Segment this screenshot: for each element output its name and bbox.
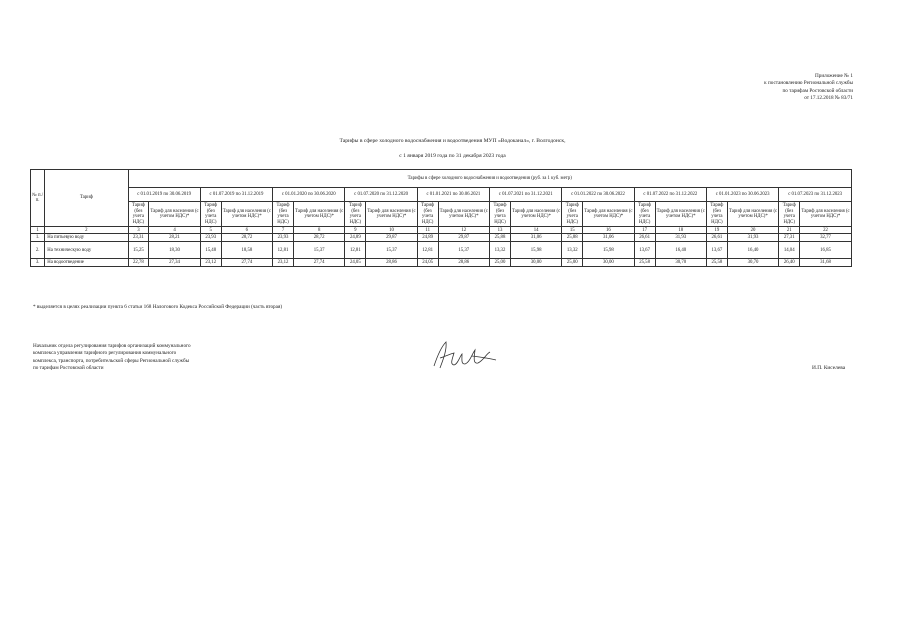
subheader-tariff-population: Тариф для населения (с учетом НДС)*: [293, 202, 345, 227]
tariff-value: 15,25: [128, 242, 149, 259]
period-header: с 01.07.2019 по 31.12.2019: [200, 188, 272, 202]
signer-line: Начальник отдела регулирования тарифов организаций коммунального: [33, 343, 191, 349]
column-number: 2: [45, 227, 128, 234]
subheader-tariff-no-vat: Тариф (без учета НДС): [634, 202, 655, 227]
header-num: № п./п.: [31, 170, 45, 227]
tariff-value: 25,88: [562, 234, 583, 242]
appendix-line: по тарифам Ростовской области: [782, 87, 853, 94]
tariff-value: 15,37: [293, 242, 345, 259]
tariff-value: 24,89: [345, 234, 366, 242]
tariff-value: 14,04: [779, 242, 800, 259]
tariff-value: 12,81: [417, 242, 438, 259]
tariff-value: 16,40: [655, 242, 707, 259]
row-tariff-name: На техническую воду: [45, 242, 128, 259]
table-row: [31, 259, 852, 267]
tariff-value: 15,37: [366, 242, 418, 259]
tariff-value: 23,12: [273, 259, 294, 267]
tariff-value: 30,70: [655, 259, 707, 267]
tariff-value: 26,61: [634, 234, 655, 242]
column-number: 5: [200, 227, 221, 234]
subheader-tariff-population: Тариф для населения (с учетом НДС)*: [366, 202, 418, 227]
tariff-value: 22,78: [128, 259, 149, 267]
document-title: Тарифы в сфере холодного водоснабжения и водоотведения МУП «Водоканал», г. Волгодонск,: [339, 138, 566, 144]
column-number: 10: [366, 227, 418, 234]
column-number: 7: [273, 227, 294, 234]
header-tariff: Тариф: [45, 170, 128, 227]
column-number: 8: [293, 227, 345, 234]
column-number: 12: [438, 227, 490, 234]
subheader-tariff-population: Тариф для населения (с учетом НДС)*: [438, 202, 490, 227]
tariff-value: 26,40: [779, 259, 800, 267]
subheader-tariff-no-vat: Тариф (без учета НДС): [562, 202, 583, 227]
tariff-value: 18,30: [149, 242, 201, 259]
appendix-line: от 17.12.2018 № 83/71: [804, 94, 853, 101]
tariff-value: 16,40: [727, 242, 779, 259]
tariff-value: 12,81: [345, 242, 366, 259]
subheader-tariff-no-vat: Тариф (без учета НДС): [200, 202, 221, 227]
tariff-value: 31,06: [583, 234, 635, 242]
tariff-value: 31,68: [800, 259, 852, 267]
subheader-tariff-population: Тариф для населения (с учетом НДС)*: [221, 202, 273, 227]
column-number: 16: [583, 227, 635, 234]
appendix-line: к постановлению Региональной службы: [764, 80, 853, 87]
signer-line: комплекса управления тарифного регулирования коммунального: [33, 350, 177, 357]
tariff-value: 31,93: [655, 234, 707, 242]
tariff-value: 28,72: [221, 234, 273, 242]
column-number: 9: [345, 227, 366, 234]
tariff-value: 31,93: [727, 234, 779, 242]
table-row: [31, 242, 852, 259]
subheader-tariff-population: Тариф для населения (с учетом НДС)*: [583, 202, 635, 227]
row-number: 2.: [31, 242, 45, 259]
period-header: с 01.07.2023 по 31.12.2023: [779, 188, 852, 202]
subheader-tariff-no-vat: Тариф (без учета НДС): [490, 202, 511, 227]
row-number: 1.: [31, 234, 45, 242]
column-number: 17: [634, 227, 655, 234]
tariff-value: 25,88: [490, 234, 511, 242]
handwritten-signature: [428, 336, 500, 381]
subheader-tariff-no-vat: Тариф (без учета НДС): [345, 202, 366, 227]
signer-name: И.П. Киселева: [812, 365, 846, 371]
row-tariff-name: На водоотведение: [45, 259, 128, 267]
tariff-value: 12,81: [273, 242, 294, 259]
subheader-tariff-no-vat: Тариф (без учета НДС): [273, 202, 294, 227]
column-number: 22: [800, 227, 852, 234]
tariff-value: 30,00: [583, 259, 635, 267]
column-number: 6: [221, 227, 273, 234]
tariff-value: 24,05: [345, 259, 366, 267]
column-number: 3: [128, 227, 149, 234]
appendix-line: Приложение № 1: [815, 73, 853, 79]
signer-position: [33, 343, 191, 372]
tariff-value: 28,21: [149, 234, 201, 242]
tariff-value: 25,00: [562, 259, 583, 267]
tariff-value: 27,74: [293, 259, 345, 267]
column-number: 18: [655, 227, 707, 234]
subheader-tariff-population: Тариф для населения (с учетом НДС)*: [727, 202, 779, 227]
column-number: 1: [31, 227, 45, 234]
signer-line: по тарифам Ростовской области: [33, 364, 104, 371]
tariff-value: 32,77: [800, 234, 852, 242]
column-number: 14: [510, 227, 562, 234]
period-header: с 01.01.2023 по 30.06.2023: [707, 188, 779, 202]
signer-line: комплекса, транспорта, потребительской сферы Региональной службы: [33, 357, 190, 364]
period-header: с 01.07.2020 по 31.12.2020: [345, 188, 417, 202]
tariff-value: 23,12: [200, 259, 221, 267]
row-tariff-name: На питьевую воду: [45, 234, 128, 242]
subheader-tariff-population: Тариф для населения (с учетом НДС)*: [800, 202, 852, 227]
subheader-tariff-population: Тариф для населения (с учетом НДС)*: [149, 202, 201, 227]
period-header: с 01.07.2021 по 31.12.2021: [490, 188, 562, 202]
column-number: 21: [779, 227, 800, 234]
tariff-value: 25,58: [707, 259, 728, 267]
tariff-value: 27,74: [221, 259, 273, 267]
column-number: 15: [562, 227, 583, 234]
subheader-tariff-no-vat: Тариф (без учета НДС): [128, 202, 149, 227]
tariff-value: 24,89: [417, 234, 438, 242]
tariff-value: 13,67: [707, 242, 728, 259]
period-header: с 01.07.2022 по 31.12.2022: [634, 188, 706, 202]
period-header: с 01.01.2021 по 30.06.2021: [417, 188, 489, 202]
tariff-value: 30,00: [510, 259, 562, 267]
tariff-table: [30, 169, 852, 267]
subheader-tariff-no-vat: Тариф (без учета НДС): [779, 202, 800, 227]
column-number: 11: [417, 227, 438, 234]
tariff-value: 15,37: [438, 242, 490, 259]
tariff-value: 28,86: [366, 259, 418, 267]
tariff-value: 15,48: [200, 242, 221, 259]
row-number: 3.: [31, 259, 45, 267]
tariff-value: 25,58: [634, 259, 655, 267]
document-subtitle: с 1 января 2019 года по 31 декабря 2023 года: [399, 153, 506, 159]
subheader-tariff-no-vat: Тариф (без учета НДС): [707, 202, 728, 227]
header-group: Тарифы в сфере холодного водоснабжения и водоотведения (руб. за 1 куб. метр): [128, 170, 852, 188]
period-header: с 01.01.2019 по 30.06.2019: [128, 188, 200, 202]
table-row: [31, 234, 852, 242]
tariff-value: 15,98: [510, 242, 562, 259]
tariff-value: 16,85: [800, 242, 852, 259]
subheader-tariff-no-vat: Тариф (без учета НДС): [417, 202, 438, 227]
tariff-value: 27,34: [149, 259, 201, 267]
tariff-value: 27,31: [779, 234, 800, 242]
subheader-tariff-population: Тариф для населения (с учетом НДС)*: [655, 202, 707, 227]
footnote: * выделяется в целях реализации пункта 6 статьи 168 Налогового Кодекса Российской Федерации (часть вторая): [33, 304, 283, 310]
tariff-value: 28,86: [438, 259, 490, 267]
tariff-value: 24,05: [417, 259, 438, 267]
tariff-value: 13,32: [490, 242, 511, 259]
tariff-value: 13,32: [562, 242, 583, 259]
tariff-value: 25,00: [490, 259, 511, 267]
tariff-value: 23,31: [128, 234, 149, 242]
column-number: 19: [707, 227, 728, 234]
column-number: 4: [149, 227, 201, 234]
tariff-value: 28,72: [293, 234, 345, 242]
tariff-value: 13,67: [634, 242, 655, 259]
subheader-tariff-population: Тариф для населения (с учетом НДС)*: [510, 202, 562, 227]
tariff-value: 15,98: [583, 242, 635, 259]
tariff-value: 23,93: [273, 234, 294, 242]
period-header: с 01.01.2020 по 30.06.2020: [273, 188, 345, 202]
appendix-block: [764, 73, 853, 102]
tariff-value: 26,61: [707, 234, 728, 242]
tariff-value: 18,58: [221, 242, 273, 259]
tariff-value: 31,06: [510, 234, 562, 242]
tariff-value: 30,70: [727, 259, 779, 267]
period-header: с 01.01.2022 по 30.06.2022: [562, 188, 634, 202]
tariff-value: 29,87: [366, 234, 418, 242]
tariff-value: 23,93: [200, 234, 221, 242]
column-number: 20: [727, 227, 779, 234]
tariff-value: 29,87: [438, 234, 490, 242]
column-number: 13: [490, 227, 511, 234]
